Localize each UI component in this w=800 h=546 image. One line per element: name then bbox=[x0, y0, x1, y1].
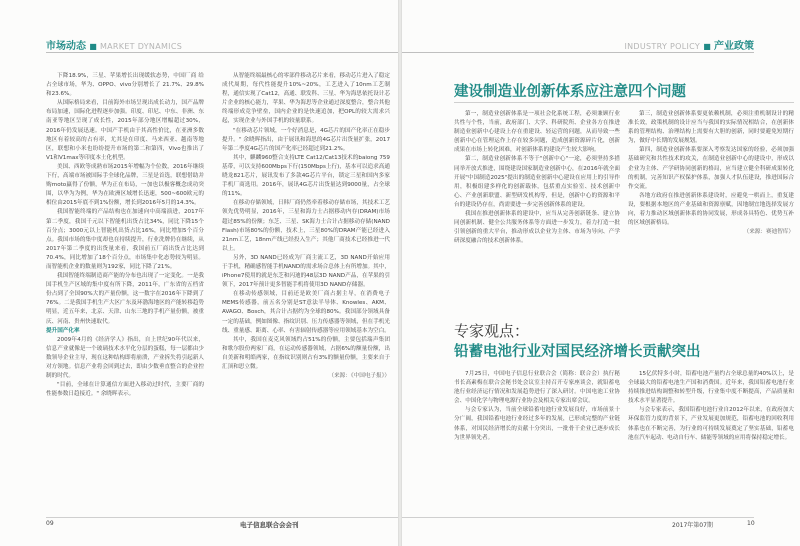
paragraph: 提升国产化率 bbox=[46, 327, 80, 334]
section-header bbox=[46, 37, 182, 52]
header-rule bbox=[402, 52, 754, 53]
article1-column-1 bbox=[454, 110, 620, 310]
article1-column-2 bbox=[628, 110, 794, 315]
text-column-1 bbox=[46, 72, 204, 399]
paragraph: 另外，3D NAND已经成为厂商主流工艺，3D NAND开始应用于手机，精确感智能手机NAND的需求场合总体上有所增加。其中，iPhone7使用的就是东芝和闪迪的48层3D NAND产品，在苹果的引领下，2017年预计更多智能手机将使用3D NAND存储器。 bbox=[222, 254, 390, 289]
bullet-icon: ■ bbox=[89, 42, 97, 51]
paragraph: "在移动芯片领域，一个好消息是，4G芯片的国产化率正在稳步提升。" 余晓晖指出，由于展讯和海思的4G芯片出货量扩张，2017年第二季度4G芯片的国产化率已经超过到21.2%。 bbox=[222, 127, 390, 152]
paragraph: 在移动传感领域，目前还是欧美厂商占据主导，在消费电子MEMS传感器，前五名分别是ST意法半导体、Knowles、AKM、AVAGO、Bosch，其合计占据约为全球的80%。我国部分领域具备一定的基础，例如图像、指纹识别、压力传感器等领域，但在手机光线、重量感、距离、心率、有害辐射传感器等应用领域基本为空白。 bbox=[222, 291, 390, 334]
article-title: 建设制造业创新体系应注意四个问题 bbox=[454, 84, 686, 100]
paragraph: 美国、西欧等成熟市场2015年增幅为个位数，2016年继续下行，高端市场被国际手全球化品牌，三星是首选，联想借助并购moto赢得了份额，华为正在布局，一加也以极客概念成功突围，以华为为例，华为在欧洲区域增长迅速，500~600欧元的相位由2015年底不到1%份额，增长到2016年5月的14.3%。 bbox=[46, 163, 204, 207]
section-subtitle: INDUSTRY POLICY bbox=[624, 42, 701, 51]
paragraph: 我国智能终端制造商产能的分布也出现了一定变化。一是我国手机生产区域的集中度有所下降，2011年，广东省的五档省份占到了全国90%大的产量份额，这一数字在2016年下降到了76%。二是我国手机生产大区广东及环渤海地区的产能转移趋势明显，近五年来，北京、天津、山东三地的手机产量份额，被重庆、河南、贵州快速取代。 bbox=[46, 273, 204, 325]
section-subtitle: MARKET DYNAMICS bbox=[99, 42, 183, 51]
paragraph: 在移动存储领域，日韩厂商仍然牵着移动存储市场，其技术工艺领先优势明显，2016年，三星和海力士占据移动内存(DRAM)市场超过85%的份额；东芝、三星、SK海力士合计占据移动存储(NAND Flash)市场80%的份额，技术上，三星80%的DRAM产能已经进入21nm工艺，18nm产线已经投入生产；其他厂商技术已经推进一代以上。 bbox=[222, 200, 390, 252]
paragraph: 其中，我国在麦克风领域约占51%的份额，主要包括瑞声集团和歌尔股份两家厂商，在运动传感器领域，占据6%的额量份额，出自美新和明皓两家，在指纹识别则占有3%的额量份额，主要来自于汇顶和思立微。 bbox=[222, 336, 390, 370]
header-rule bbox=[46, 52, 398, 53]
article-kicker: 专家观点： bbox=[454, 322, 530, 340]
section-title: 市场动态 bbox=[46, 41, 86, 52]
paragraph: （来源：赛迪智库） bbox=[743, 229, 794, 236]
footer-title: 电子信息联合会会刊 bbox=[240, 521, 299, 529]
paragraph: 我国智能终端的产品结构也在加速向中高端演进，2017年第二季度，我国千元以下智能机出货占比34%，同比下降15个百分点；3000元以上智能机出货占比16%，同比增加5个百分点。我国市场的集中度却也在持续提升，行业洗牌仍在继续，从2017年第二季度的出货量来看，我国前五厂商出货占比达到70.4%，同比增加了18个百分点，市场集中化态势较为明显。而智能机企业的数量则为192家，同比下降了21%。 bbox=[46, 209, 204, 270]
section-title: 产业政策 bbox=[714, 41, 754, 52]
paragraph: 与会专家表示，我国铅蓄电池行业自2012年以来，在政府加大环保监管力度的背景下，产业发展更加规范，铅蓄电池的回收利用体系也在不断完善，为行业的可持续发展奠定了坚实基础，铅蓄电池在汽车起动、电动自行车、储能等领域的应用将保持稳定增长。 bbox=[628, 407, 794, 441]
page-number: 10 bbox=[747, 520, 755, 527]
paragraph: （来源：《中国电子报》） bbox=[328, 373, 390, 380]
paragraph: 第三，制造业创新体系要更依赖机制，必须注重机制设计的精准长效，政策机制的设计应当与我国的实际情况相结合，在创新体系的管理结构、治理结构上需要有大胆的创新，同时要避免短期行为，做好中长期的发展规划。 bbox=[628, 111, 794, 145]
paragraph: 第二，制造业创新体系不等于"创新中心"一途，必须坚持多措同举开放式推进，围绕建设国家制造业创新中心，在2016年就全面开展"中国制造2025"提出的制造业创新中心建设在应用上的引导作用，积极组建多样化的创新载体，包括重点实验室、技术创新中心、产业创新联盟、新型研发机构等，但是，创新中心的资源和平台的建设仍存在，尚需要进一步完善创新体系的建设。 bbox=[454, 156, 620, 208]
footer-rule bbox=[46, 517, 398, 518]
paragraph: 第四，制造业创新体系要深入考察发达国家的经验，必须加强基础研究和共性技术的攻关，在制造业创新中心的建设中，形成以企业为主体、产学研协同创新的格局，应当建立健全科研成果转化的机制，完善知识产权保护体系，加强人才队伍建设，推进国际合作交流。 bbox=[628, 147, 794, 190]
article2-column-1 bbox=[454, 370, 620, 510]
paragraph: 其中，麒麟960整合支持LTE Cat12/Cat13技术的baiong 759基带，可以支持600Mbps下行(150Mbps上行)，基本可以追求高通晓龙821芯片，展讯发布了多款4G芯片平台，锁定三星和国内多家手机厂商选用。2016年，展讯4G芯片出货量达到9000量，占全球的11%。 bbox=[222, 154, 390, 198]
article2-column-2 bbox=[628, 370, 794, 510]
paragraph: 从国际格局来看，目前海外市场呈现出成长动力，国产品牌布局加速，国际化进程逐步加强。印度、印尼、中东、非洲、东南亚等地区呈现了成长性，2015年部分地区增幅超过30%，2016年仍发展迅速。中国产手机由于其高性价比，在亚洲多数地区有着较高的占有率，尤其是在印度、马来西亚、越南等地区，联想和小米也纷纷提升市场的第二和第四，Vivo也推出了V1和V1max等印度本土化机型。 bbox=[46, 100, 204, 161]
paragraph: 下降18.9%，三星、苹果增长出现缓软态势，中国厂商 给占全球市场，华为、OPPO、vivo分别增长了 21.7%、29.8%和23.6%。 bbox=[46, 73, 204, 98]
title-rule bbox=[454, 102, 794, 103]
left-page bbox=[0, 0, 398, 546]
paragraph: 第一，制造业创新体系是一项社会化系统工程，必须兼顾行业共性与个性，当前，政府部门、大学、科研院所、企业各方在推进制造业创新中心建设上存在重建设、轻运营的问题，从而导致一些创新中心在管理运作上存在较多问题，造成创新资源碎片化，创新成果在市场上转化困难，对创新体系的建设产生较大影响。 bbox=[454, 111, 620, 154]
paragraph: "目前，全球在计算通信方面进入移动过时代，主要厂商的性能参数日趋接近。" 余晓晖表示。 bbox=[46, 382, 204, 398]
paragraph: 7月25日，中国电子信息行业联合会（简称：联合会）执行秘书长高素梅在联合会秘书处会议室主持召开专家座谈会，就铅蓄电池行业经济运行情况和发展趋势进行了深入研讨。中国电池工业协会、中国化学与物理电源行业协会及相关专家出席会议。 bbox=[454, 371, 620, 405]
section-header bbox=[624, 37, 754, 52]
bullet-icon: ■ bbox=[703, 42, 711, 51]
article-title: 铅蓄电池行业对国民经济增长贡献突出 bbox=[454, 344, 701, 360]
paragraph: 2009年4月的《经济学人》指出，自上世纪90年代以来，信息产业就像是一个玻璃技术水平化分层的蛋糕，每一层都由少数领导企业主导，现在这种结构即将崩溃，产业拆失将引起新人对方领地。信息产业将会回到过去，即由少数垂直整合的企业控制的时代。 bbox=[46, 336, 204, 380]
paragraph: 与会专家认为，当前全球铅蓄电池行业发展良好，市场前景十分广阔，我国铅蓄电池行业经过多年的发展，已形成完整的产业链体系，对国民经济增长的贡献十分突出，一批骨干企业已逐步成长为世界领先者。 bbox=[454, 407, 620, 441]
page-number: 09 bbox=[46, 520, 54, 527]
paragraph: 各地方政府在推进创新体系建设时，应避免一哄而上，重复建设，要根据本地区的产业基础和资源禀赋，因地制宜地选择发展方向，着力推动区域创新体系的协同发展，形成各具特色、优势互补的区域创新格局。 bbox=[628, 192, 794, 227]
paragraph: 从智能终端最核心的零部件移动芯片来看，移动芯片进入了稳定成代周期，每代性能提升10%~20%，工艺进入了10nm工艺制程，通信实现了Cat12，高通、联发科、三星、华为海思依托设计芯片企业的核心能力，苹果、华为海思等企业通过深度整合，整合其他终端形成竞争壁垒，国内企业的是快速追加，把OPL的较大需求兴起，实现企业与外国手机的较量联系。 bbox=[222, 73, 390, 125]
paragraph: 15亿伏特多小时，铅蓄电池产量约占全球总量的40%以上，是全球最大的铅蓄电池生产国和消费国。近年来，我国铅蓄电池行业持续推进结构调整和转型升级，行业集中度不断提高，产品质量和技术水平显著提升。 bbox=[628, 371, 794, 405]
right-page bbox=[402, 0, 800, 546]
issue-label: 2017年第07期 bbox=[672, 522, 713, 529]
text-column-2 bbox=[222, 72, 390, 381]
paragraph: 我国在推进创新体系的建设中，应当从完善创新链条、建立协同创新机制、健全公共服务体系等方面进一步发力，着力打造一批引领创新的重大平台，推动形成以企业为主体、市场为导向、产学研深度融合的技术创新体系。 bbox=[454, 211, 620, 245]
footer-rule bbox=[402, 517, 754, 518]
